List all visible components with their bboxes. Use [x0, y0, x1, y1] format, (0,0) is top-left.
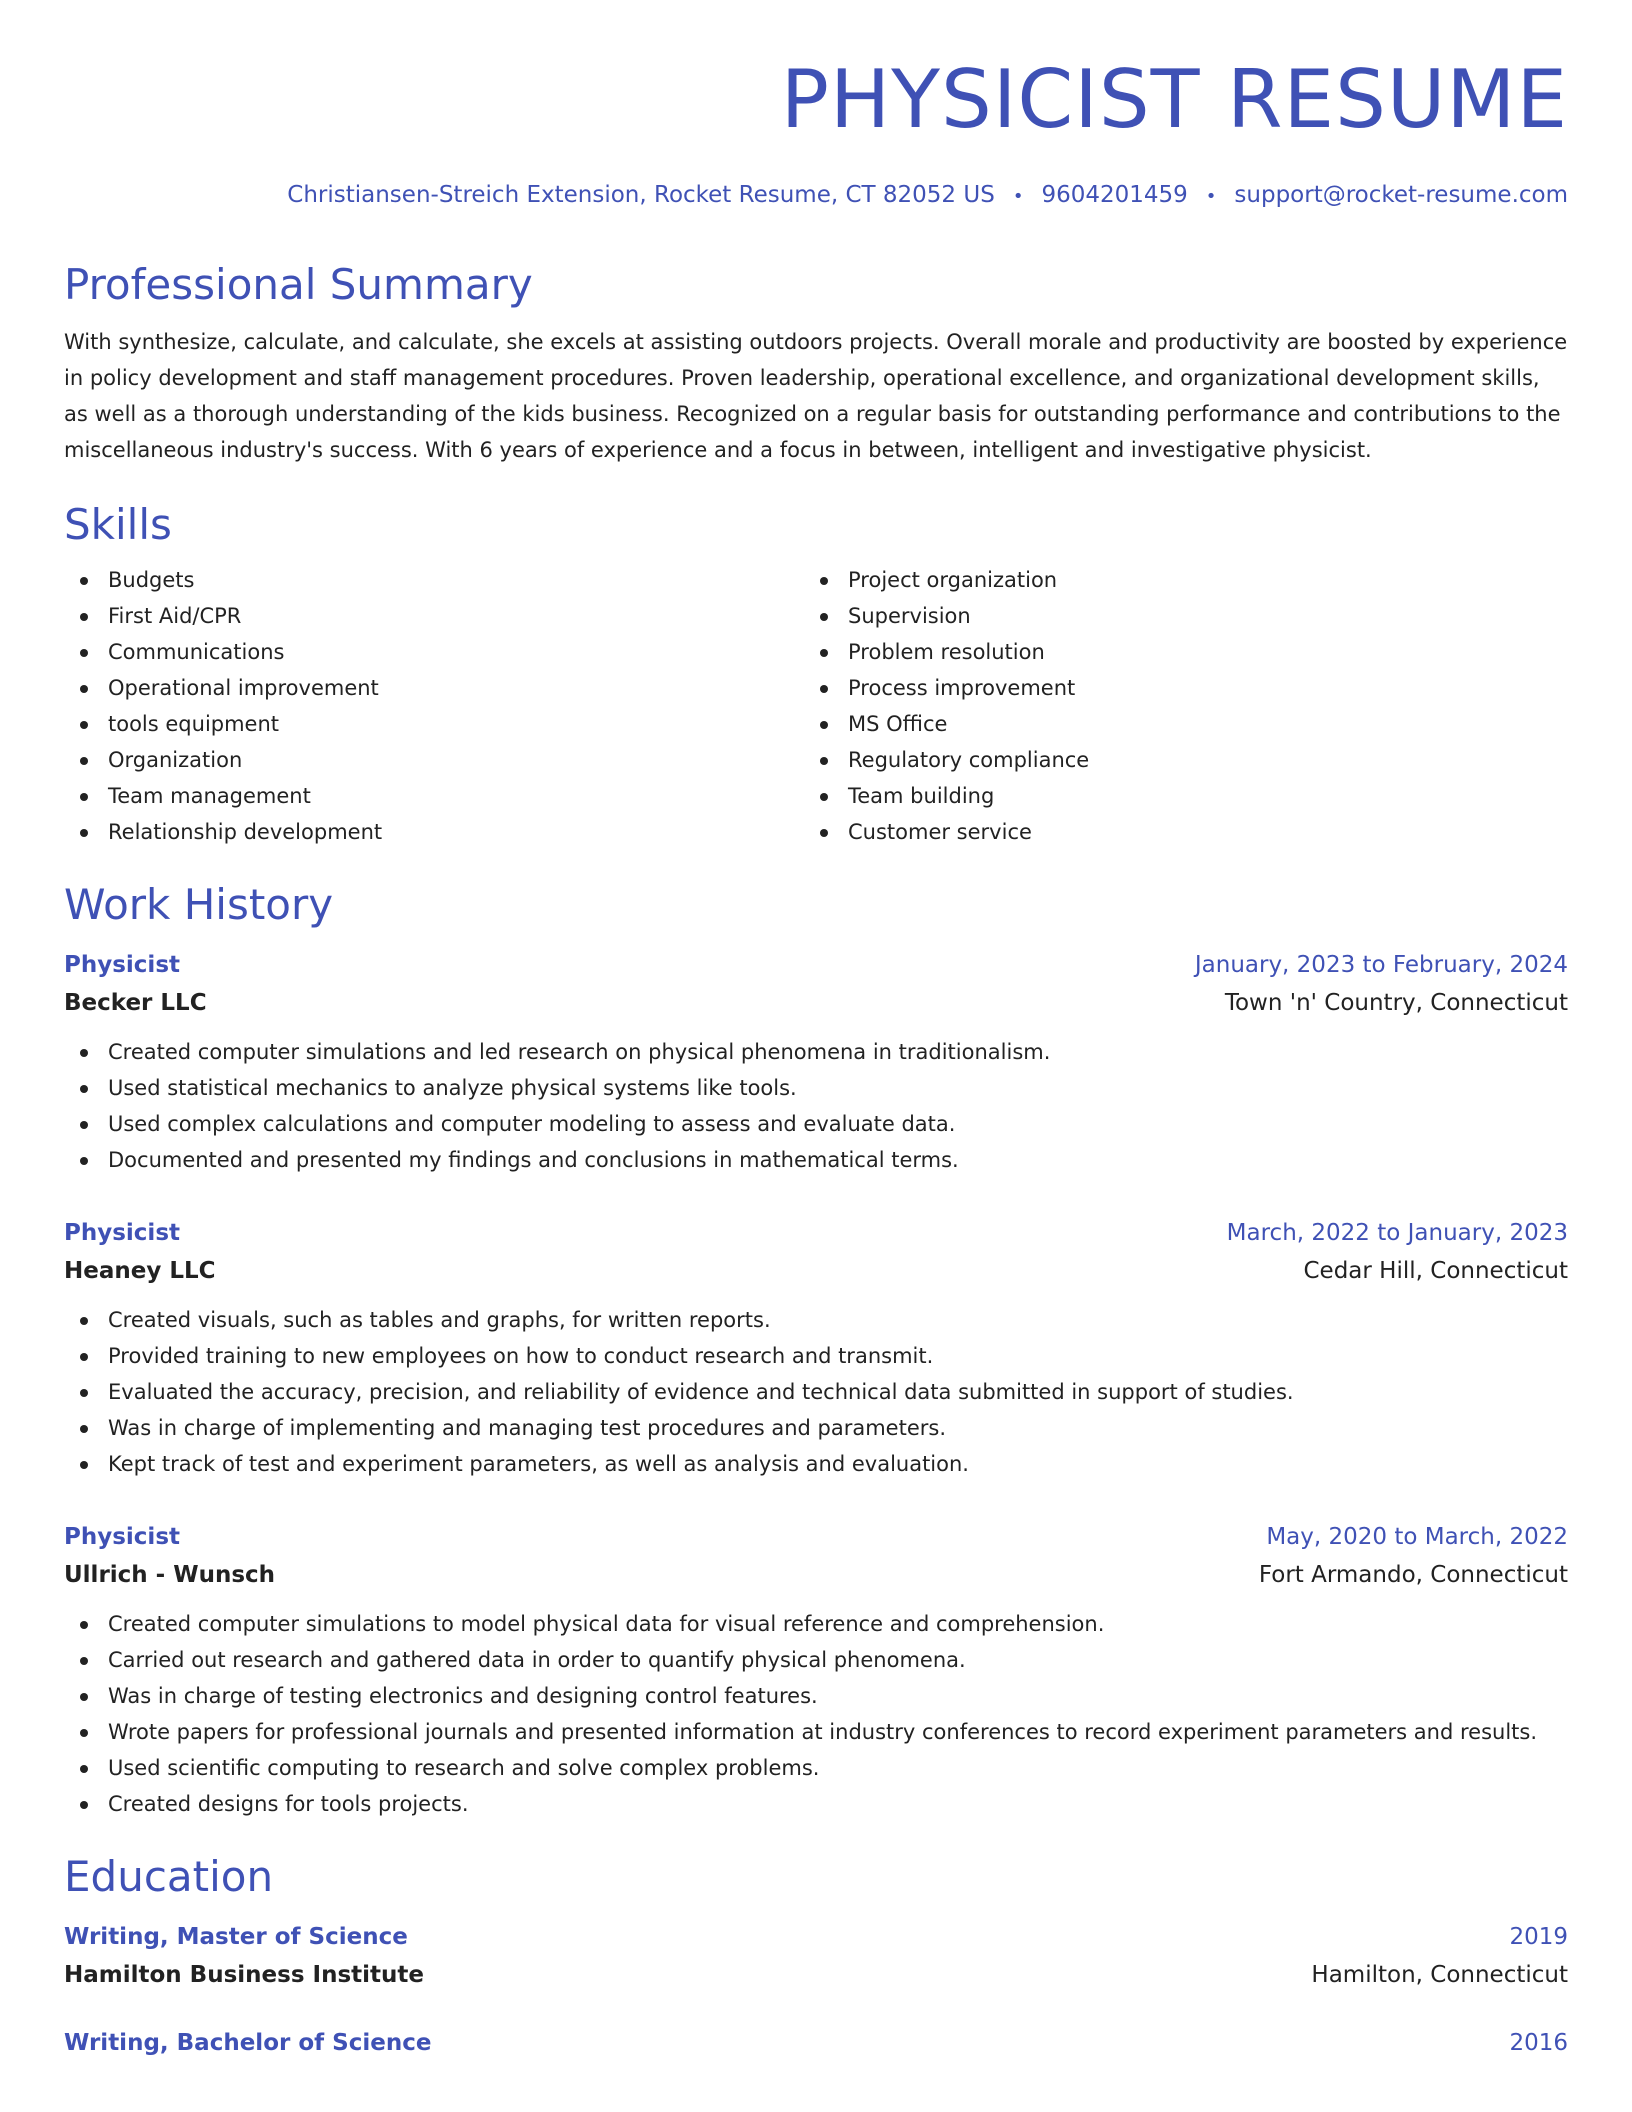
job-entry [64, 1518, 1568, 1822]
education-school: Hamilton Business Institute [64, 1962, 424, 1988]
job-title-row [64, 946, 1568, 984]
section-title-work-history: Work History [64, 880, 334, 929]
job-bullets [64, 1034, 1568, 1178]
job-company: Ullrich - Wunsch [64, 1562, 276, 1588]
skill-item: Supervision [804, 598, 1544, 634]
education-entry [64, 2024, 1568, 2062]
job-title-row [64, 1518, 1568, 1556]
job-bullet: Carried out research and gathered data in order to quantify physical phenomena. [64, 1642, 1568, 1678]
job-title: Physicist [64, 952, 180, 978]
section-title-summary: Professional Summary [64, 260, 533, 309]
skill-item: Project organization [804, 562, 1544, 598]
job-entry [64, 1214, 1568, 1482]
skill-item: Regulatory compliance [804, 742, 1544, 778]
job-bullet: Kept track of test and experiment parameters, as well as analysis and evaluation. [64, 1446, 1568, 1482]
skill-item: Problem resolution [804, 634, 1544, 670]
education-location: Hamilton, Connecticut [1311, 1962, 1568, 1988]
skill-item: First Aid/CPR [64, 598, 804, 634]
skills-column-left [64, 562, 804, 850]
skill-item: Team building [804, 778, 1544, 814]
separator-dot: • [1205, 186, 1217, 207]
job-bullet: Was in charge of implementing and managing test procedures and parameters. [64, 1410, 1568, 1446]
job-bullet: Used complex calculations and computer modeling to assess and evaluate data. [64, 1106, 1568, 1142]
skill-item: tools equipment [64, 706, 804, 742]
contact-phone: 9604201459 [1041, 182, 1188, 208]
skill-item: Team management [64, 778, 804, 814]
job-company-row [64, 984, 1568, 1022]
job-bullet: Created visuals, such as tables and graphs, for written reports. [64, 1302, 1568, 1338]
job-entry [64, 946, 1568, 1178]
job-location: Cedar Hill, Connecticut [1303, 1258, 1568, 1284]
job-bullet: Documented and presented my findings and conclusions in mathematical terms. [64, 1142, 1568, 1178]
resume-header [64, 0, 1568, 212]
job-bullet: Created computer simulations and led research on physical phenomena in traditionalism. [64, 1034, 1568, 1070]
job-bullets [64, 1606, 1568, 1822]
job-title-row [64, 1214, 1568, 1252]
job-bullet: Evaluated the accuracy, precision, and reliability of evidence and technical data submitted in support of studies. [64, 1374, 1568, 1410]
education-year: 2016 [1509, 2030, 1568, 2056]
job-dates: March, 2022 to January, 2023 [1226, 1220, 1568, 1246]
job-bullet: Used scientific computing to research and solve complex problems. [64, 1750, 1568, 1786]
page-title: PHYSICIST RESUME [780, 53, 1568, 146]
job-title: Physicist [64, 1220, 180, 1246]
job-bullet: Was in charge of testing electronics and designing control features. [64, 1678, 1568, 1714]
job-location: Town 'n' Country, Connecticut [1224, 990, 1568, 1016]
skill-item: Customer service [804, 814, 1544, 850]
summary-text: With synthesize, calculate, and calculate, she excels at assisting outdoors projects. Overall morale and productivity are boosted by experience in policy development and staff management procedures. Proven leadership, operational excellence, and organizational development skills, as well as a thorough understanding of the kids business. Recognized on a regular basis for outstanding performance and contributions to the miscellaneous industry's success. With 6 years of experience and a focus in between, intelligent and investigative physicist. [64, 330, 1568, 462]
skills-column-right [804, 562, 1544, 850]
skill-item: Operational improvement [64, 670, 804, 706]
skill-item: Communications [64, 634, 804, 670]
job-dates: January, 2023 to February, 2024 [1194, 952, 1568, 978]
job-company-row [64, 1252, 1568, 1290]
separator-dot: • [1012, 186, 1024, 207]
job-location: Fort Armando, Connecticut [1258, 1562, 1568, 1588]
section-title-skills: Skills [64, 500, 172, 549]
job-bullets [64, 1302, 1568, 1482]
education-degree-row [64, 1918, 1568, 1956]
contact-line [64, 180, 1568, 212]
job-bullet: Provided training to new employees on how to conduct research and transmit. [64, 1338, 1568, 1374]
education-degree: Writing, Master of Science [64, 1924, 408, 1950]
job-company: Becker LLC [64, 990, 207, 1016]
education-degree: Writing, Bachelor of Science [64, 2030, 432, 2056]
job-bullet: Used statistical mechanics to analyze physical systems like tools. [64, 1070, 1568, 1106]
skills-list [64, 562, 1568, 850]
job-bullet: Created computer simulations to model physical data for visual reference and comprehension. [64, 1606, 1568, 1642]
skill-item: MS Office [804, 706, 1544, 742]
job-company-row [64, 1556, 1568, 1594]
job-company: Heaney LLC [64, 1258, 216, 1284]
section-title-education: Education [64, 1852, 274, 1901]
job-bullet: Wrote papers for professional journals and presented information at industry conferences to record experiment parameters and results. [64, 1714, 1568, 1750]
education-school-row [64, 1956, 1568, 1994]
skill-item: Process improvement [804, 670, 1544, 706]
skill-item: Budgets [64, 562, 804, 598]
skill-item: Organization [64, 742, 804, 778]
skill-item: Relationship development [64, 814, 804, 850]
job-title: Physicist [64, 1524, 180, 1550]
job-dates: May, 2020 to March, 2022 [1266, 1524, 1568, 1550]
job-bullet: Created designs for tools projects. [64, 1786, 1568, 1822]
contact-address: Christiansen-Streich Extension, Rocket Resume, CT 82052 US [287, 182, 995, 208]
education-year: 2019 [1509, 1924, 1568, 1950]
education-degree-row [64, 2024, 1568, 2062]
education-entry [64, 1918, 1568, 1994]
contact-email: support@rocket-resume.com [1234, 182, 1568, 208]
